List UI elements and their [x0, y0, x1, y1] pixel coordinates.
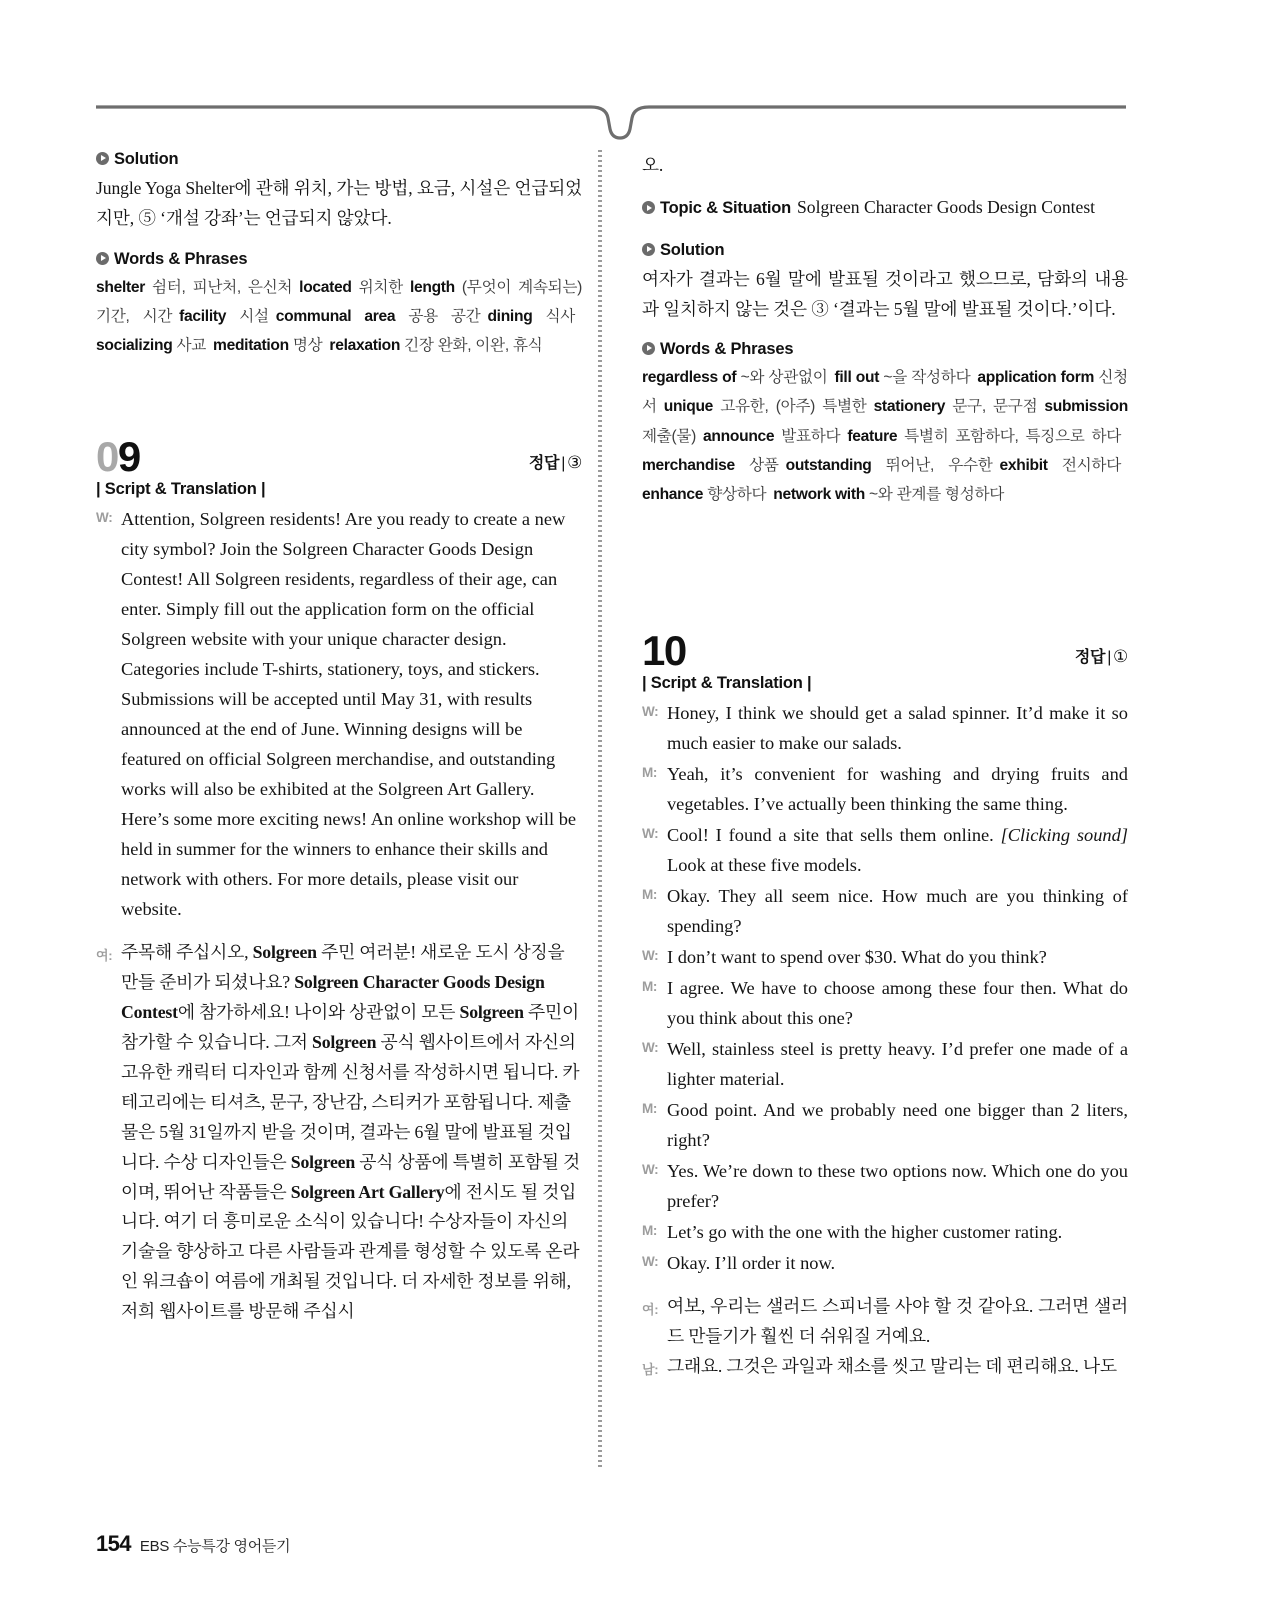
script-line — [642, 820, 1128, 880]
topic-situation-value: Solgreen Character Goods Design Contest — [797, 197, 1096, 218]
word-entry-kr: 위치한 — [358, 278, 403, 296]
question-10-korean-translation — [642, 1292, 1128, 1383]
word-entry-kr: 문구, 문구점 — [952, 398, 1038, 416]
utterance-text: 주목해 주십시오, Solgreen 주민 여러분! 새로운 도시 상징을 만들 준비가 되셨나요? Solgreen Character Goods Design Contest에 참가하세요! 나이와 상관없이 모든 Solgreen 주민이 참가할 수 있습니다. 그저 Solgreen 공식 웹사이트에서 자신의 고유한 캐릭터 디자인과 함께 신청서를 작성하시면 됩니다. 카테고리에는 티셔츠, 문구, 장난감, 스티커가 포함됩니다. 제출물은 5월 31일까지 받을 것이며, 결과는 6월 말에 발표될 것입니다. 수상 디자인들은 Solgreen 공식 상품에 특별히 포함될 것이며, 뛰어난 작품들은 Solgreen Art Gallery에 전시도 될 것입니다. 여기 더 흥미로운 소식이 있습니다! 수상자들이 자신의 기술을 향상하고 다른 사람들과 관계를 형성할 수 있도록 온라인 워크숍이 여름에 개최될 것입니다. 더 자세한 정보를 위해, 저희 웹사이트를 방문해 주십시 — [121, 942, 580, 1322]
word-entry-kr: 공용 공간 — [408, 307, 481, 325]
page-footer — [96, 1531, 290, 1557]
column-divider — [598, 150, 602, 1470]
speaker-marker: 남: — [641, 1362, 659, 1378]
answer-value: ① — [1113, 646, 1128, 666]
script-line — [642, 881, 1128, 941]
script-line — [642, 698, 1128, 758]
word-entry-kr: 발표하다 — [781, 427, 841, 445]
question-10-header — [641, 626, 1128, 674]
right-column — [608, 150, 1128, 1470]
speaker-marker: M: — [641, 978, 658, 994]
utterance-text: Honey, I think we should get a salad spinner. It’d make it so much easier to make our salads. — [666, 702, 1128, 753]
topic-situation-heading — [642, 199, 791, 217]
script-line — [642, 942, 1128, 972]
answer-label: 정답 — [1074, 648, 1106, 666]
answer-separator: | — [561, 455, 566, 473]
word-entry-kr: 쉼터, 피난처, 은신처 — [152, 278, 293, 296]
word-entry-kr: 상품 — [749, 457, 779, 475]
solution-text: Jungle Yoga Shelter에 관해 위치, 가는 방법, 요금, 시설은 언급되었지만, ⑤ ‘개설 강좌’는 언급되지 않았다. — [96, 178, 583, 229]
script-line — [642, 1248, 1128, 1278]
utterance-text: Let’s go with the one with the higher customer rating. — [666, 1221, 1063, 1242]
utterance-text: I agree. We have to choose among these four then. What do you think about this one? — [666, 977, 1128, 1028]
utterance-text: Yes. We’re down to these two options now. Which one do you prefer? — [666, 1160, 1128, 1211]
words-phrases-heading — [96, 250, 582, 269]
script-line — [642, 1095, 1128, 1155]
word-entry-en: outstanding — [785, 457, 872, 475]
utterance-text: 그래요. 그것은 과일과 채소를 씻고 말리는 데 편리해요. 나도 — [666, 1356, 1117, 1377]
word-entry-kr: 사교 — [176, 337, 206, 355]
script-line — [642, 1352, 1128, 1382]
script-line — [642, 1156, 1128, 1216]
word-entry-kr: 향상하다 — [707, 486, 767, 504]
utterance-text: Okay. I’ll order it now. — [666, 1252, 836, 1273]
words-phrases-list — [642, 363, 1128, 510]
speaker-marker: W: — [641, 1161, 659, 1177]
word-entry-en: dining — [487, 307, 533, 325]
speaker-marker: W: — [641, 1039, 659, 1055]
speaker-marker: W: — [96, 510, 113, 526]
script-line — [642, 973, 1128, 1033]
speaker-marker: 여: — [641, 1301, 659, 1317]
word-entry-en: communal area — [275, 307, 396, 325]
word-entry-en: unique — [663, 398, 714, 416]
script-line — [642, 1217, 1128, 1247]
word-entry-kr: ~을 작성하다 — [883, 369, 971, 387]
left-words-block — [96, 250, 582, 361]
question-09-header — [96, 433, 583, 481]
solution-heading — [96, 150, 582, 169]
word-entry-en: merchandise — [641, 457, 735, 475]
page-top-rule — [96, 96, 1126, 144]
word-entry-en: facility — [179, 307, 227, 325]
topic-situation-heading-label: Topic & Situation — [659, 199, 792, 218]
word-entry-en: stationery — [873, 398, 946, 416]
word-entry-kr: 시설 — [239, 307, 269, 325]
word-entry-en: located — [299, 278, 352, 296]
play-triangle-icon — [642, 342, 655, 355]
word-entry-kr: 뛰어난, 우수한 — [885, 457, 993, 475]
solution-heading — [642, 241, 1128, 260]
utterance-text: I don’t want to spend over $30. What do you think? — [666, 946, 1047, 967]
topic-situation-block — [642, 192, 1128, 222]
play-triangle-icon — [642, 201, 655, 214]
question-09-block — [96, 433, 583, 1327]
utterance-text: Cool! I found a site that sells them online. [Clicking sound] Look at these five models. — [666, 824, 1128, 875]
word-entry-en: meditation — [213, 337, 289, 355]
script-translation-label: | Script & Translation | — [641, 673, 812, 692]
word-entry-kr: 신청서 — [641, 369, 1128, 416]
script-translation-label: | Script & Translation | — [96, 480, 266, 499]
word-entry-en: regardless of — [641, 369, 737, 387]
question-09-english-script — [96, 504, 582, 924]
word-entry-kr: ~와 상관없이 — [740, 369, 828, 387]
utterance-text: Attention, Solgreen residents! Are you ready to create a new city symbol? Join the Solgreen Character Goods Design Contest! All Solgreen residents, regardless of their age, can enter. Simply fill out the application form on the official Solgreen website with your unique character design. Categories include T-shirts, stationery, toys, and stickers. Submissions will be accepted until May 31, with results announced at the end of June. Winning designs will be featured on official Solgreen merchandise, and outstanding works will also be exhibited at the Solgreen Art Gallery. Here’s some more exciting news! An online workshop will be held in summer for the winners to enhance their skills and network with others. For more details, please visit our website. — [121, 509, 577, 920]
question-09-number — [96, 433, 140, 481]
speaker-marker: M: — [641, 1222, 658, 1238]
page-content — [96, 150, 1128, 1470]
word-entry-en: length — [409, 278, 455, 296]
word-entry-en: exhibit — [999, 457, 1048, 475]
speaker-marker: W: — [641, 703, 659, 719]
word-entry-kr: 전시하다 — [1061, 457, 1121, 475]
speaker-marker: W: — [641, 947, 659, 963]
word-entry-en: announce — [703, 427, 775, 445]
play-triangle-icon — [96, 252, 109, 265]
word-entry-kr: ~와 관계를 형성하다 — [869, 486, 1004, 504]
answer-label: 정답 — [528, 455, 560, 473]
utterance-text: Well, stainless steel is pretty heavy. I’d prefer one made of a lighter material. — [666, 1038, 1128, 1089]
word-entry-en: socializing — [96, 337, 173, 355]
word-entry-kr: 긴장 완화, 이완, 휴식 — [404, 337, 543, 355]
utterance-text: Yeah, it’s convenient for washing and drying fruits and vegetables. I’ve actually been thinking the same thing. — [666, 763, 1128, 814]
continuation-text: 오. — [641, 155, 664, 175]
word-entry-en: application form — [977, 369, 1095, 387]
words-phrases-heading-label: Words & Phrases — [659, 340, 794, 359]
speaker-marker: M: — [641, 1100, 658, 1116]
script-line — [96, 938, 582, 1327]
question-number-dim: 0 — [96, 433, 118, 481]
question-number-lit: 9 — [117, 433, 140, 481]
solution-text: 여자가 결과는 6월 말에 발표될 것이라고 했으므로, 담화의 내용과 일치하지 않는 것은 ③ ‘결과는 5월 말에 발표될 것이다.’이다. — [641, 268, 1128, 319]
word-entry-kr: (무엇이 계속되는) 기간, 시간 — [96, 278, 583, 325]
script-line — [642, 759, 1128, 819]
word-entry-en: network with — [773, 486, 865, 504]
question-10-english-script — [642, 698, 1128, 1278]
question-09-korean-translation — [96, 938, 582, 1327]
script-line — [96, 504, 582, 924]
solution-heading-label: Solution — [659, 240, 725, 259]
solution-heading-label: Solution — [114, 150, 179, 168]
word-entry-kr: 고유한, (아주) 특별한 — [720, 398, 867, 416]
footer-title: EBS 수능특강 영어듣기 — [139, 1538, 291, 1555]
word-entry-en: feature — [847, 427, 898, 445]
question-number-lit: 10 — [641, 626, 686, 674]
words-phrases-heading-label: Words & Phrases — [114, 249, 248, 268]
script-line — [642, 1292, 1128, 1352]
play-triangle-icon — [642, 243, 655, 256]
word-entry-en: submission — [1044, 398, 1128, 416]
word-entry-en: fill out — [834, 369, 880, 387]
word-entry-en: relaxation — [329, 337, 401, 355]
left-solution-block — [96, 150, 582, 234]
question-09-answer — [529, 450, 582, 478]
word-entry-kr: 특별히 포함하다, 특징으로 하다 — [904, 427, 1121, 445]
words-phrases-list — [96, 273, 582, 361]
words-phrases-heading — [642, 340, 1128, 359]
page-number: 154 — [96, 1531, 131, 1556]
speaker-marker: M: — [641, 886, 658, 902]
question-10-block — [641, 626, 1128, 1383]
left-column — [96, 150, 592, 1470]
right-words-block — [642, 340, 1128, 510]
utterance-text: 여보, 우리는 샐러드 스피너를 사야 할 것 같아요. 그러면 샐러드 만들기가 훨씬 더 쉬워질 거예요. — [666, 1295, 1128, 1346]
word-entry-kr: 제출(물) — [641, 427, 697, 445]
topic-situation-line — [642, 192, 1128, 222]
script-line — [642, 1034, 1128, 1094]
right-solution-block — [642, 241, 1128, 325]
speaker-marker: M: — [641, 764, 658, 780]
utterance-text: Okay. They all seem nice. How much are you thinking of spending? — [666, 885, 1128, 936]
speaker-marker: W: — [641, 1253, 659, 1269]
speaker-marker: W: — [641, 825, 659, 841]
speaker-marker: 여: — [96, 948, 113, 964]
question-10-number — [641, 626, 686, 674]
play-triangle-icon — [96, 152, 109, 165]
question-10-answer — [1075, 644, 1128, 672]
word-entry-kr: 명상 — [292, 337, 323, 355]
answer-separator: | — [1107, 648, 1112, 666]
word-entry-en: enhance — [641, 486, 704, 504]
word-entry-kr: 식사 — [545, 307, 576, 325]
utterance-text: Good point. And we probably need one bigger than 2 liters, right? — [666, 1099, 1128, 1150]
word-entry-en: shelter — [96, 278, 146, 296]
answer-value: ③ — [567, 453, 583, 473]
